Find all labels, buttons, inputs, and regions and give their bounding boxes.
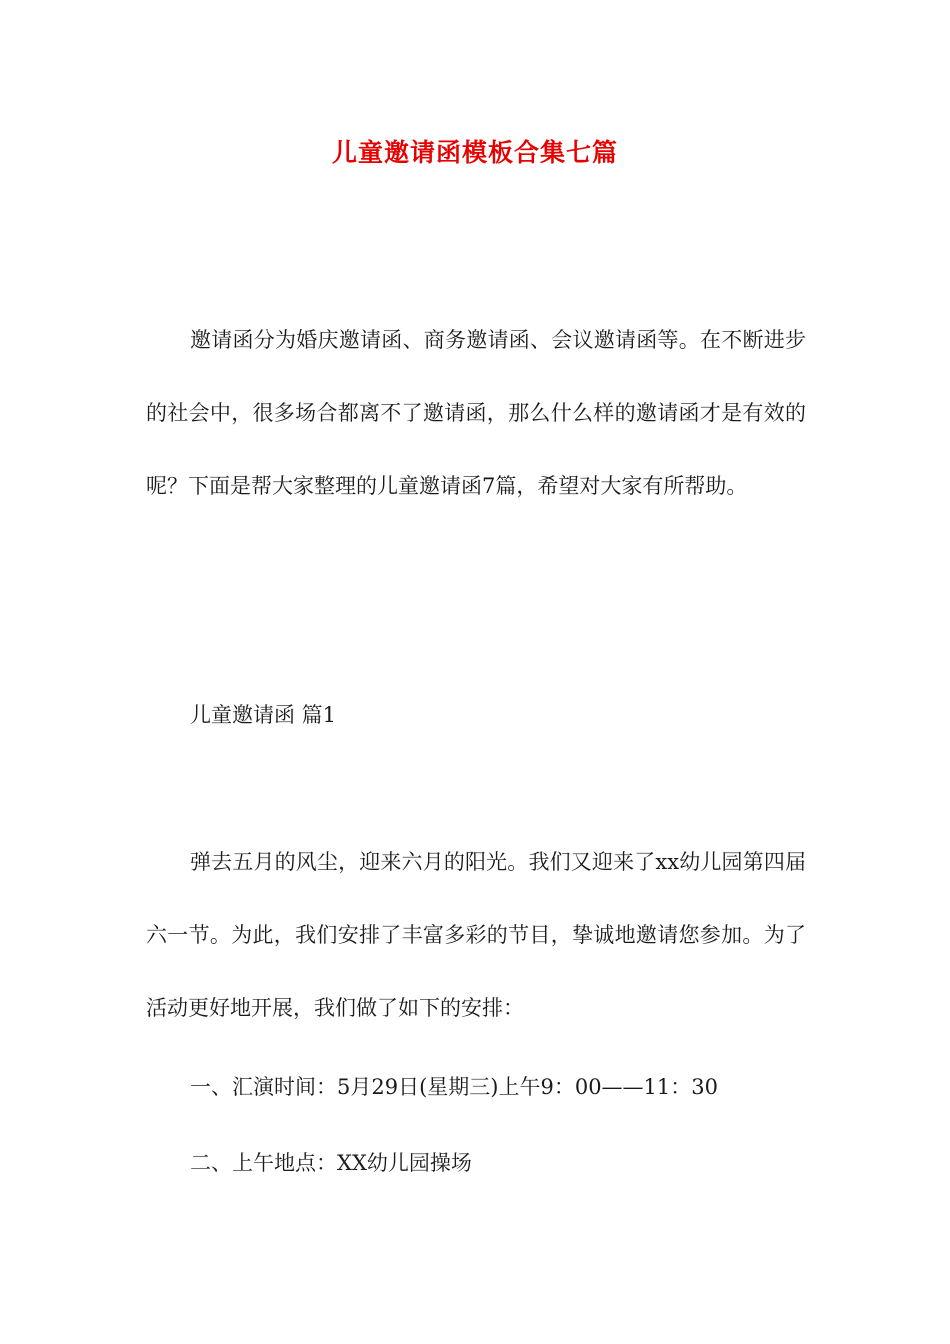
list-item: 二、上午地点：XX幼儿园操场 (190, 1151, 472, 1175)
document-title: 儿童邀请函模板合集七篇 (331, 138, 618, 167)
body-paragraph: 弹去五月的风尘，迎来六月的阳光。我们又迎来了xx幼儿园第四届六一节。为此，我们安排了丰富多彩的节目，挚诚地邀请您参加。为了活动更好地开展，我们做了如下的安排： (146, 850, 806, 1020)
section-heading: 儿童邀请函 篇1 (190, 703, 337, 727)
list-item: 一、汇演时间：5月29日(星期三)上午9：00——11：30 (190, 1075, 718, 1099)
intro-paragraph: 邀请函分为婚庆邀请函、商务邀请函、会议邀请函等。在不断进步的社会中，很多场合都离不了邀请函，那么什么样的邀请函才是有效的呢？下面是帮大家整理的儿童邀请函7篇，希望对大家有所帮助。 (146, 328, 806, 498)
